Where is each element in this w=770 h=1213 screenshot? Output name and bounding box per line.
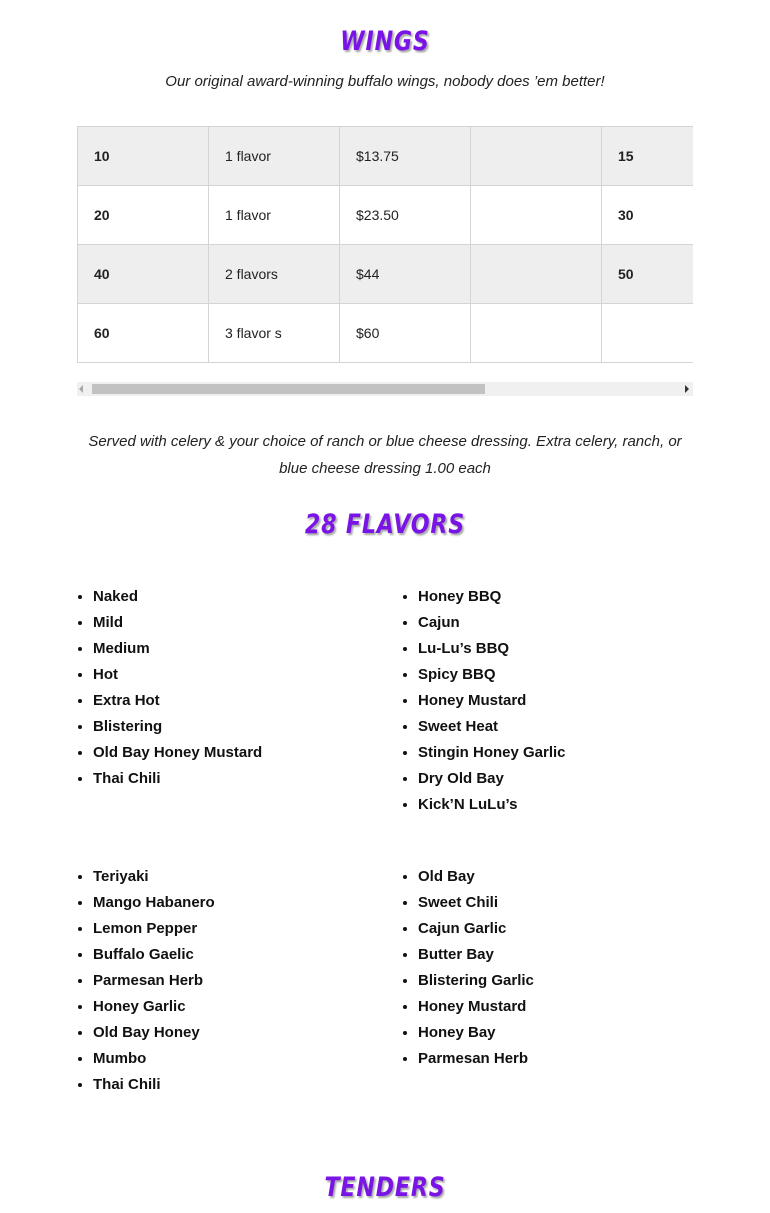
flavor-list-group2-right — [402, 864, 534, 1072]
list-item: • Cajun — [418, 610, 566, 636]
list-item: • Honey Garlic — [93, 994, 215, 1020]
cell-price: $13.75 — [340, 127, 471, 186]
cell-price: $23.50 — [340, 186, 471, 245]
list-item: • Dry Old Bay — [418, 766, 566, 792]
flavors-heading: 28 FLAVORS — [304, 509, 466, 540]
list-item: • Extra Hot — [93, 688, 262, 714]
wings-subtitle: Our original award-winning buffalo wings, nobody does ’em better! — [165, 73, 605, 90]
table-row — [78, 304, 694, 363]
list-item: • Buffalo Gaelic — [93, 942, 215, 968]
served-with-note: Served with celery & your choice of ranch or blue cheese dressing. Extra celery, ranch, or blue cheese dressing 1.00 each — [88, 433, 682, 477]
table-row — [78, 127, 694, 186]
cell-flavors: 1 flavor — [209, 127, 340, 186]
list-item: • Hot — [93, 662, 262, 688]
cell-flavors: 1 flavor — [209, 186, 340, 245]
list-item: • Old Bay — [418, 864, 534, 890]
list-item: • Stingin Honey Garlic — [418, 740, 566, 766]
table-horizontal-scrollbar[interactable] — [77, 382, 693, 396]
list-item: • Parmesan Herb — [418, 1046, 534, 1072]
cell-price: $44 — [340, 245, 471, 304]
cell-flavors: 2 flavors — [209, 245, 340, 304]
list-item: • Cajun Garlic — [418, 916, 534, 942]
list-item: • Sweet Chili — [418, 890, 534, 916]
list-item: • Parmesan Herb — [93, 968, 215, 994]
wings-price-table — [77, 126, 693, 363]
list-item: • Blistering — [93, 714, 262, 740]
cell-qty2: 15 — [602, 127, 694, 186]
scrollbar-thumb[interactable] — [92, 384, 485, 394]
list-item: • Spicy BBQ — [418, 662, 566, 688]
cell-extra — [471, 186, 602, 245]
list-item: • Honey Mustard — [418, 994, 534, 1020]
wings-heading: WINGS — [340, 26, 430, 57]
cell-qty: 10 — [78, 127, 209, 186]
table-row — [78, 245, 694, 304]
flavor-list-group1-left — [77, 584, 262, 792]
cell-extra — [471, 304, 602, 363]
list-item: • Mumbo — [93, 1046, 215, 1072]
flavor-list-group1-right — [402, 584, 566, 818]
list-item: • Honey BBQ — [418, 584, 566, 610]
list-item: • Lemon Pepper — [93, 916, 215, 942]
list-item: • Honey Bay — [418, 1020, 534, 1046]
list-item: • Thai Chili — [93, 766, 262, 792]
list-item: • Lu-Lu’s BBQ — [418, 636, 566, 662]
wings-price-table-viewport[interactable] — [77, 126, 693, 368]
list-item: • Old Bay Honey Mustard — [93, 740, 262, 766]
list-item: • Sweet Heat — [418, 714, 566, 740]
cell-qty: 60 — [78, 304, 209, 363]
list-item: • Blistering Garlic — [418, 968, 534, 994]
list-item: • Mild — [93, 610, 262, 636]
cell-qty: 40 — [78, 245, 209, 304]
cell-qty2: 50 — [602, 245, 694, 304]
caret-right-icon[interactable] — [685, 385, 689, 393]
list-item: • Kick’N LuLu’s — [418, 792, 566, 818]
list-item: • Butter Bay — [418, 942, 534, 968]
list-item: • Medium — [93, 636, 262, 662]
list-item: • Thai Chili — [93, 1072, 215, 1098]
list-item: • Old Bay Honey — [93, 1020, 215, 1046]
table-row — [78, 186, 694, 245]
cell-extra — [471, 245, 602, 304]
tenders-heading: TENDERS — [324, 1172, 446, 1203]
cell-flavors: 3 flavor s — [209, 304, 340, 363]
list-item: • Naked — [93, 584, 262, 610]
list-item: • Mango Habanero — [93, 890, 215, 916]
list-item: • Teriyaki — [93, 864, 215, 890]
cell-price: $60 — [340, 304, 471, 363]
flavor-list-group2-left — [77, 864, 215, 1098]
cell-qty2 — [602, 304, 694, 363]
caret-left-icon[interactable] — [79, 385, 83, 393]
list-item: • Honey Mustard — [418, 688, 566, 714]
cell-qty: 20 — [78, 186, 209, 245]
cell-qty2: 30 — [602, 186, 694, 245]
cell-extra — [471, 127, 602, 186]
